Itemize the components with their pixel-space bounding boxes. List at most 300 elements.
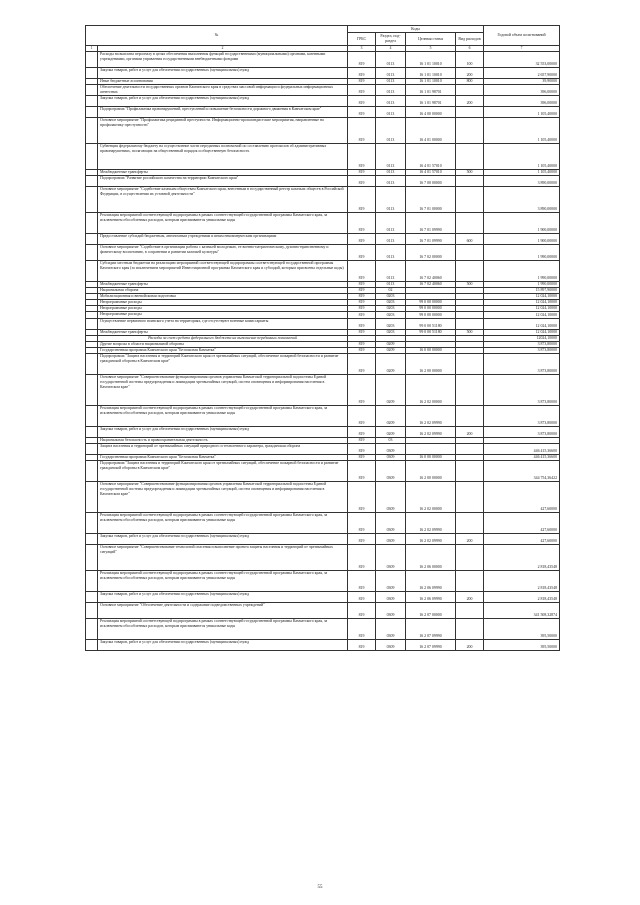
cell-grbs: 819 [348,405,376,426]
cell-rz: 0309 [376,513,406,534]
cell-csr: 16 2 02 00000 [406,482,456,513]
cell-grbs: 819 [348,461,376,482]
header-grbs: ГРБС [348,33,376,46]
cell-amt: 446 415,36600 [484,444,560,455]
cell-amt: 3 873,80000 [484,347,560,353]
cell-csr: 16 0 00 00000 [406,455,456,461]
table-row [86,534,560,545]
cell-vr [456,545,484,571]
cell-csr: 16 1 01 98701 [406,95,456,106]
cell-rz: 0113 [376,169,406,175]
cell-vr: 200 [456,640,484,651]
cell-amt: 446 415,36600 [484,455,560,461]
cell-rz: 0209 [376,405,406,426]
cell-rz: 0203 [376,294,406,300]
header-vr: Вид расходов [456,33,484,46]
table-row [86,426,560,437]
cell-vr: 100 [456,51,484,67]
cell-csr: 16 4 01 00000 [406,117,456,143]
cell-name: Предоставление субсидий бюджетным, автономным учреждениям и иным некоммерческим организациям [98,233,348,244]
cell-csr: 16 2 07 09990 [406,619,456,640]
cell-rz: 0113 [376,95,406,106]
cell-name: Основное мероприятие "Совершенствование функционирования органов управления Камчатской территориальной подсистемы Единой государственной системы предупреждения и ликвидации чрезвычайных ситуаций, систем оповещения и информирования населения в Камчатском крае" [98,482,348,513]
row-index-cell [86,426,98,437]
cell-name: Основное мероприятие "Совершенствование технологий спасения и выполнение проекта защиты населения и территорий от чрезвычайных ситуаций" [98,545,348,571]
cell-vr [456,571,484,592]
cell-rz: 0209 [376,341,406,347]
cell-amt: 2 818,43548 [484,545,560,571]
table-row [86,318,560,329]
cell-csr: 16 4 00 00000 [406,106,456,117]
table-row [86,260,560,281]
cell-grbs: 819 [348,67,376,78]
cell-amt: 1 900,00000 [484,212,560,233]
cell-amt: 396,00000 [484,95,560,106]
cell-amt: 341 508,32874 [484,603,560,619]
cell-rz: 0203 [376,318,406,329]
cell-rz: 0209 [376,347,406,353]
cell-name: Осуществление первичного воинского учета на территориях, где отсутствуют военные комиссариаты [98,318,348,329]
cell-grbs: 819 [348,353,376,374]
table-row [86,67,560,78]
table-row [86,640,560,651]
cell-amt: 427,60000 [484,482,560,513]
cell-vr [456,318,484,329]
cell-vr [456,84,484,95]
cell-rz: 0309 [376,571,406,592]
cell-amt: 395,50000 [484,619,560,640]
cell-rz: 0309 [376,603,406,619]
cell-rz: 0203 [376,306,406,312]
row-index-cell [86,84,98,95]
cell-csr: 99 0 00 00000 [406,300,456,306]
cell-rz: 0203 [376,329,406,335]
row-index-cell [86,318,98,329]
cell-csr: 16 2 06 09990 [406,571,456,592]
cell-vr: 200 [456,95,484,106]
cell-amt: 1 990,00000 [484,281,560,287]
cell-grbs: 819 [348,347,376,353]
row-index-cell [86,95,98,106]
cell-grbs: 819 [348,300,376,306]
cell-name: Закупка товаров, работ и услуг для обеспечения государственных (муниципальных) нужд [98,426,348,437]
cell-name: Субсидии местным бюджетам на реализацию мероприятий соответствующей подпрограммы соответствующей государственной программы Камчатского края (за исключением мероприятий Инвестиционной программы Камчатского края и субсидий, которым присвоены отдельные коды) [98,260,348,281]
cell-name: Другие вопросы в области национальной обороны [98,341,348,347]
cell-amt: 427,60000 [484,513,560,534]
cell-name: Расходы за счет средств федерального бюджета на выполнение переданных полномочий [98,335,348,341]
table-row [86,482,560,513]
cell-grbs: 819 [348,306,376,312]
cell-name: Субвенция федеральному бюджету на осуществление части переданных полномочий по составлению протоколов об административных правонарушениях, посягающих на общественный порядок и общественную безопасность [98,143,348,169]
cell-amt: 12 024,10000 [484,306,560,312]
cell-vr [456,117,484,143]
cell-rz: 0113 [376,260,406,281]
table-row [86,461,560,482]
cell-rz: 0113 [376,67,406,78]
cell-grbs: 819 [348,244,376,260]
cell-amt: 1 990,00000 [484,260,560,281]
budget-table [85,25,560,651]
cell-grbs: 819 [348,312,376,318]
cell-vr [456,106,484,117]
cell-vr [456,461,484,482]
cell-name: Мобилизационная и вневойсковая подготовка [98,294,348,300]
cell-vr [456,482,484,513]
cell-grbs: 819 [348,571,376,592]
table-row [86,374,560,405]
table-row [86,353,560,374]
cell-rz: 0113 [376,51,406,67]
header-idx: 2 [98,46,348,52]
cell-name: Непрограммные расходы [98,306,348,312]
cell-amt: 396,00000 [484,84,560,95]
cell-name: Реализация мероприятий соответствующей подпрограммы в рамках соответствующей государственной программы Камчатского края, за исключением обособленных расходов, которым присваиваются уникальные коды [98,619,348,640]
table-row [86,212,560,233]
cell-csr: 99 0 00 00000 [406,312,456,318]
cell-vr: 500 [456,169,484,175]
cell-vr [456,603,484,619]
row-index-cell [86,143,98,169]
cell-name: Закупка товаров, работ и услуг для обеспечения государственных (муниципальных) нужд [98,592,348,603]
cell-grbs: 819 [348,260,376,281]
row-index-cell [86,186,98,212]
cell-amt: 12 024,10000 [484,318,560,329]
header-codes: Коды [348,26,484,33]
cell-rz: 03 [376,437,406,443]
cell-csr: 99 0 00 00000 [406,306,456,312]
cell-vr: 200 [456,592,484,603]
cell-rz: 0309 [376,640,406,651]
cell-amt: 12 024,10000 [484,312,560,318]
cell-csr: 16 4 01 57010 [406,169,456,175]
row-index-cell [86,571,98,592]
cell-grbs: 819 [348,426,376,437]
row-index-cell [86,545,98,571]
cell-csr: 16 2 06 00000 [406,545,456,571]
row-index-cell [86,482,98,513]
header-idx: 3 [348,46,376,52]
header-annual: Годовой объем ассигнований [484,26,560,46]
row-index-cell [86,619,98,640]
cell-grbs: 819 [348,288,376,294]
cell-grbs: 819 [348,545,376,571]
cell-grbs: 819 [348,455,376,461]
cell-amt: 3 890,00000 [484,175,560,186]
row-index-cell [86,353,98,374]
cell-csr: 16 4 01 57010 [406,143,456,169]
cell-amt: 395,50000 [484,640,560,651]
cell-vr [456,405,484,426]
header-idx: 6 [456,46,484,52]
cell-csr: 16 2 02 09990 [406,405,456,426]
cell-amt: 12 024,10000 [484,329,560,335]
cell-name: Реализация мероприятий соответствующей подпрограммы в рамках соответствующей государственной программы Камчатского края, за исключением обособленных расходов, которым присваиваются уникальные коды [98,405,348,426]
cell-name: Закупка товаров, работ и услуг для обеспечения государственных (муниципальных) нужд [98,95,348,106]
cell-amt: 344 754,36422 [484,461,560,482]
cell-vr [456,212,484,233]
cell-csr: 16 7 01 09990 [406,212,456,233]
table-row [86,571,560,592]
cell-grbs: 819 [348,281,376,287]
cell-grbs: 819 [348,444,376,455]
row-index-cell [86,405,98,426]
cell-name: Основное мероприятие "Содействие казачьим обществам Камчатского края, внесенным в государственный реестр казачьих обществ в Российской Федерации, в осуществлении их уставной деятельности" [98,186,348,212]
cell-csr: 16 7 00 00000 [406,175,456,186]
cell-csr: 16 2 02 00000 [406,374,456,405]
cell-name: Основное мероприятие "Обеспечение деятельности и содержание подведомственных учреждений" [98,603,348,619]
row-index-cell [86,592,98,603]
cell-amt: 3 873,80000 [484,426,560,437]
cell-rz: 0309 [376,545,406,571]
cell-grbs: 819 [348,437,376,443]
cell-grbs: 819 [348,95,376,106]
table-row [86,143,560,169]
cell-name: Закупка товаров, работ и услуг для обеспечения государственных (муниципальных) нужд [98,67,348,78]
cell-vr [456,186,484,212]
cell-csr: 16 7 02 40060 [406,260,456,281]
cell-rz: 0113 [376,281,406,287]
cell-rz: 0203 [376,300,406,306]
header-idx: 7 [484,46,560,52]
cell-amt: 39,90000 [484,78,560,84]
cell-name: Национальная оборона [98,288,348,294]
cell-csr: 16 7 01 00000 [406,186,456,212]
row-index-cell [86,374,98,405]
cell-vr [456,143,484,169]
header-num: № [86,26,348,46]
cell-grbs: 819 [348,603,376,619]
row-index-cell [86,67,98,78]
cell-name: Обеспечение деятельности государственных органов Камчатского края в средствах массовой информации и федеральных информационных агентствах [98,84,348,95]
cell-grbs: 819 [348,534,376,545]
table-row [86,405,560,426]
table-row [86,513,560,534]
cell-csr: 16 1 01 98701 [406,84,456,95]
cell-csr: 16 2 02 09990 [406,513,456,534]
cell-grbs: 819 [348,169,376,175]
cell-vr: 500 [456,329,484,335]
cell-rz: 0203 [376,312,406,318]
cell-rz: 0309 [376,619,406,640]
table-row [86,603,560,619]
cell-vr [456,513,484,534]
header-idx: 4 [376,46,406,52]
cell-rz: 0309 [376,455,406,461]
cell-vr: 200 [456,534,484,545]
cell-name: Расходы на выплаты персоналу в целях обеспечения выполнения функций государственными (муниципальными) органами, казенными учреждениями, органами управления государственными внебюджетными фондами [98,51,348,67]
cell-grbs: 819 [348,374,376,405]
cell-amt: 3 873,80000 [484,341,560,347]
cell-amt: 2 657,90000 [484,67,560,78]
row-index-cell [86,603,98,619]
cell-rz: 0209 [376,353,406,374]
cell-name: Закупка товаров, работ и услуг для обеспечения государственных (муниципальных) нужд [98,534,348,545]
cell-vr [456,619,484,640]
table-row [86,444,560,455]
cell-csr: 16 1 01 10010 [406,67,456,78]
cell-name: Межбюджетные трансферты [98,281,348,287]
cell-rz: 0309 [376,444,406,455]
cell-amt: 1 105,40000 [484,169,560,175]
cell-name: Непрограммные расходы [98,300,348,306]
cell-grbs: 819 [348,619,376,640]
cell-rz: 0209 [376,374,406,405]
cell-vr [456,244,484,260]
page-number: 55 [317,885,323,890]
cell-grbs: 819 [348,51,376,67]
row-index-cell [86,244,98,260]
cell-rz: 0113 [376,117,406,143]
cell-csr [406,444,456,455]
cell-rz: 0309 [376,592,406,603]
cell-name: Непрограммные расходы [98,312,348,318]
cell-rz: 0113 [376,233,406,244]
header-idx: 1 [86,46,98,52]
cell-grbs: 819 [348,294,376,300]
cell-name: Подпрограмма "Защита населения и территорий Камчатского края от чрезвычайных ситуаций, обеспечение пожарной безопасности и развитие гражданской обороны в Камчатском крае" [98,461,348,482]
cell-rz: 0113 [376,78,406,84]
cell-name: Государственная программа Камчатского края "Безопасная Камчатка" [98,347,348,353]
cell-amt: 2 818,43548 [484,592,560,603]
cell-amt: 1 990,00000 [484,244,560,260]
cell-csr: 16 1 01 10010 [406,78,456,84]
cell-amt: 1 105,40000 [484,106,560,117]
cell-grbs: 819 [348,341,376,347]
table-row [86,51,560,67]
cell-rz: 0113 [376,106,406,117]
cell-name: Национальная безопасность и правоохранительная деятельность [98,437,348,443]
cell-amt: 12024,10000 [484,335,560,341]
row-index-cell [86,106,98,117]
cell-csr: 16 7 02 00000 [406,244,456,260]
cell-csr: 99 0 00 51180 [406,318,456,329]
row-index-cell [86,51,98,67]
cell-name: Закупка товаров, работ и услуг для обеспечения государственных (муниципальных) нужд [98,640,348,651]
cell-vr: 200 [456,426,484,437]
cell-name: Подпрограмма "Профилактика правонарушений, преступлений и повышение безопасности дорожного движения в Камчатском крае" [98,106,348,117]
cell-name: Защита населения и территорий от чрезвычайных ситуаций природного и техногенного характера, гражданская оборона [98,444,348,455]
cell-grbs: 819 [348,513,376,534]
row-index-cell [86,175,98,186]
cell-vr: 200 [456,67,484,78]
cell-name: Основное мероприятие "Совершенствование функционирования органов управления Камчатской территориальной подсистемы Единой государственной системы предупреждения и ликвидации чрезвычайных ситуаций, систем оповещения и информирования населения в Камчатском крае" [98,374,348,405]
row-index-cell [86,461,98,482]
cell-csr: 16 7 02 40060 [406,281,456,287]
cell-rz: 0209 [376,426,406,437]
cell-grbs: 819 [348,212,376,233]
row-index-cell [86,117,98,143]
cell-amt: 12 024,10000 [484,300,560,306]
cell-rz: 0309 [376,482,406,513]
table-row [86,84,560,95]
cell-vr [456,175,484,186]
cell-name: Основное мероприятие "Профилактика рецидивной преступности. Информационно-пропагандистские мероприятия, направленные на профилактику преступности" [98,117,348,143]
table-row [86,233,560,244]
cell-csr: 16 1 01 10010 [406,51,456,67]
cell-rz: 0113 [376,143,406,169]
header-razdel: Раздел, под-раздел [376,33,406,46]
cell-vr [456,353,484,374]
cell-grbs: 819 [348,482,376,513]
cell-grbs: 819 [348,329,376,335]
cell-grbs: 819 [348,84,376,95]
cell-csr: 16 2 00 00000 [406,353,456,374]
cell-name: Подпрограмма "Развитие российского казачества на территории Камчатского края" [98,175,348,186]
cell-csr: 99 0 00 51180 [406,329,456,335]
cell-rz: 0309 [376,461,406,482]
table-row [86,95,560,106]
cell-name: Межбюджетные трансферты [98,329,348,335]
cell-amt: 12 024,10000 [484,294,560,300]
row-index-cell [86,534,98,545]
row-index-cell [86,212,98,233]
cell-csr: 16 2 07 09990 [406,640,456,651]
table-row [86,244,560,260]
cell-vr [456,260,484,281]
table-row [86,186,560,212]
table-row [86,619,560,640]
cell-vr [456,374,484,405]
cell-vr: 800 [456,78,484,84]
cell-rz: 0113 [376,175,406,186]
cell-vr [456,444,484,455]
cell-name: Основное мероприятие "Содействие в организации работы с казачьей молодежью, ее военно-патриотическому, духовно-нравственному и физическому воспитанию, в сохранении и развитии казачьей культуры" [98,244,348,260]
cell-rz: 02 [376,288,406,294]
cell-amt: 3 873,80000 [484,374,560,405]
row-index-cell [86,640,98,651]
cell-amt: 32 553,00000 [484,51,560,67]
cell-name: Иные бюджетные ассигнования [98,78,348,84]
cell-name: Межбюджетные трансферты [98,169,348,175]
cell-amt: 3 890,00000 [484,186,560,212]
cell-csr: 16 0 00 00000 [406,347,456,353]
row-index-cell [86,233,98,244]
cell-vr: 500 [456,281,484,287]
cell-csr: 16 2 07 00000 [406,603,456,619]
cell-grbs: 819 [348,78,376,84]
cell-amt: 3 873,80000 [484,353,560,374]
cell-grbs: 819 [348,186,376,212]
cell-csr: 16 2 06 09990 [406,592,456,603]
cell-csr: 16 2 02 09990 [406,534,456,545]
cell-rz: 0309 [376,534,406,545]
table-row [86,592,560,603]
cell-amt: 3 873,80000 [484,405,560,426]
cell-grbs: 819 [348,640,376,651]
cell-name: Подпрограмма "Защита населения и территорий Камчатского края от чрезвычайных ситуаций, обеспечение пожарной безопасности и развитие гражданской обороны в Камчатском крае" [98,353,348,374]
cell-name: Реализация мероприятий соответствующей подпрограммы в рамках соответствующей государственной программы Камчатского края, за исключением обособленных расходов, которым присваиваются уникальные коды [98,571,348,592]
cell-grbs: 819 [348,106,376,117]
cell-grbs: 819 [348,143,376,169]
cell-csr: 16 2 02 09990 [406,426,456,437]
header-csr: Целевая статья [406,33,456,46]
budget-table-page [85,25,559,651]
header-idx: 5 [406,46,456,52]
table-row [86,545,560,571]
cell-grbs: 819 [348,318,376,329]
cell-rz: 0113 [376,84,406,95]
cell-amt: 1 105,40000 [484,117,560,143]
cell-grbs: 819 [348,175,376,186]
cell-name: Государственная программа Камчатского края "Безопасная Камчатка" [98,455,348,461]
cell-name: Реализация мероприятий соответствующей подпрограммы в рамках соответствующей государственной программы Камчатского края, за исключением обособленных расходов, которым присваиваются уникальные коды [98,513,348,534]
cell-csr: 16 7 01 09990 [406,233,456,244]
cell-rz: 0113 [376,186,406,212]
cell-amt: 1 900,00000 [484,233,560,244]
cell-grbs: 819 [348,592,376,603]
cell-grbs: 819 [348,233,376,244]
table-row [86,106,560,117]
